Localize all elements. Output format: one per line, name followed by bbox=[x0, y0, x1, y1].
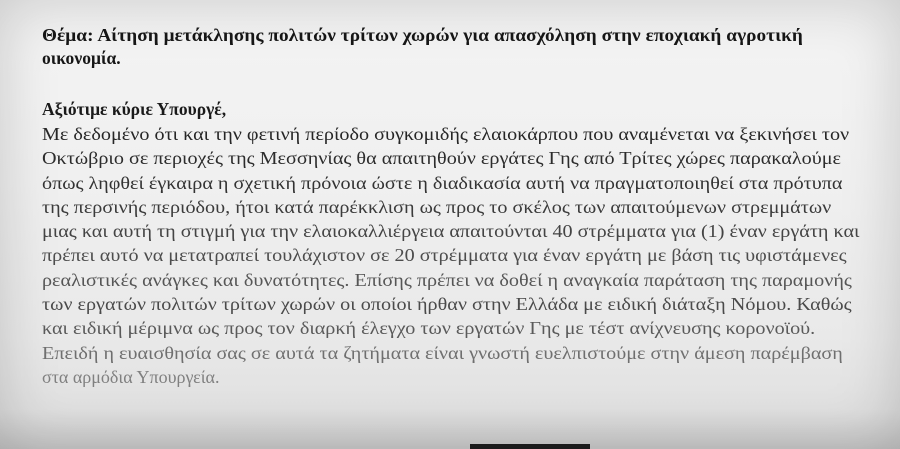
body-line: Με δεδομένο ότι και την φετινή περίοδο συγκομιδής ελαιοκάρπου που αναμένεται να ξεκινήσει τον bbox=[42, 124, 850, 144]
subject-line: Θέμα: Αίτηση μετάκλησης πολιτών τρίτων χωρών για απασχόληση στην εποχιακή αγροτική bbox=[42, 25, 803, 45]
letter-subject bbox=[42, 24, 862, 70]
dark-edge-strip bbox=[470, 444, 590, 449]
body-line: ρεαλιστικές ανάγκες και δυνατότητες. Επίσης πρέπει να δοθεί η αναγκαία παράταση της παραμονής bbox=[42, 269, 852, 290]
subject-line: οικονομία. bbox=[42, 48, 121, 68]
body-line: της περσινής περιόδου, ήτοι κατά παρέκκλιση ως προς το σκέλος των απαιτούμενων στρεμμάτων bbox=[42, 196, 832, 217]
body-line: Οκτώβριο σε περιοχές της Μεσσηνίας θα απαιτηθούν εργάτες Γης από Τρίτες χώρες παρακαλούμε bbox=[42, 148, 841, 169]
letter-body bbox=[42, 122, 872, 389]
body-line: των εργατών πολιτών τρίτων χωρών οι οποίοι ήρθαν στην Ελλάδα με ειδική διάταξη Νόμου. Καθώς bbox=[42, 294, 852, 315]
body-line: όπως ληφθεί έγκαιρα η σχετική πρόνοια ώστε η διαδικασία αυτή να πραγματοποιηθεί στα πρότυπα bbox=[42, 172, 843, 193]
body-line: Επειδή η ευαισθησία σας σε αυτά τα ζητήματα είναι γνωστή ευελπιστούμε στην άμεση παρέμβαση bbox=[42, 342, 843, 363]
page-edge-shadow bbox=[0, 409, 900, 449]
body-line: μιας και αυτή τη στιγμή για την ελαιοκαλλιέργεια απαιτούνται 40 στρέμματα για (1) έναν εργάτη και bbox=[42, 221, 860, 242]
body-line: και ειδική μέριμνα ως προς τον διαρκή έλεγχο των εργατών Γης με τέστ ανίχνευσης κορονοϊού. bbox=[42, 318, 816, 339]
body-line: πρέπει αυτό να μετατραπεί τουλάχιστον σε 20 στρέμματα για έναν εργάτη με βάση τις υφιστάμενες bbox=[42, 245, 847, 266]
letter-salutation: Αξιότιμε κύριε Υπουργέ, bbox=[42, 99, 227, 119]
body-line: στα αρμόδια Υπουργεία. bbox=[42, 366, 220, 387]
